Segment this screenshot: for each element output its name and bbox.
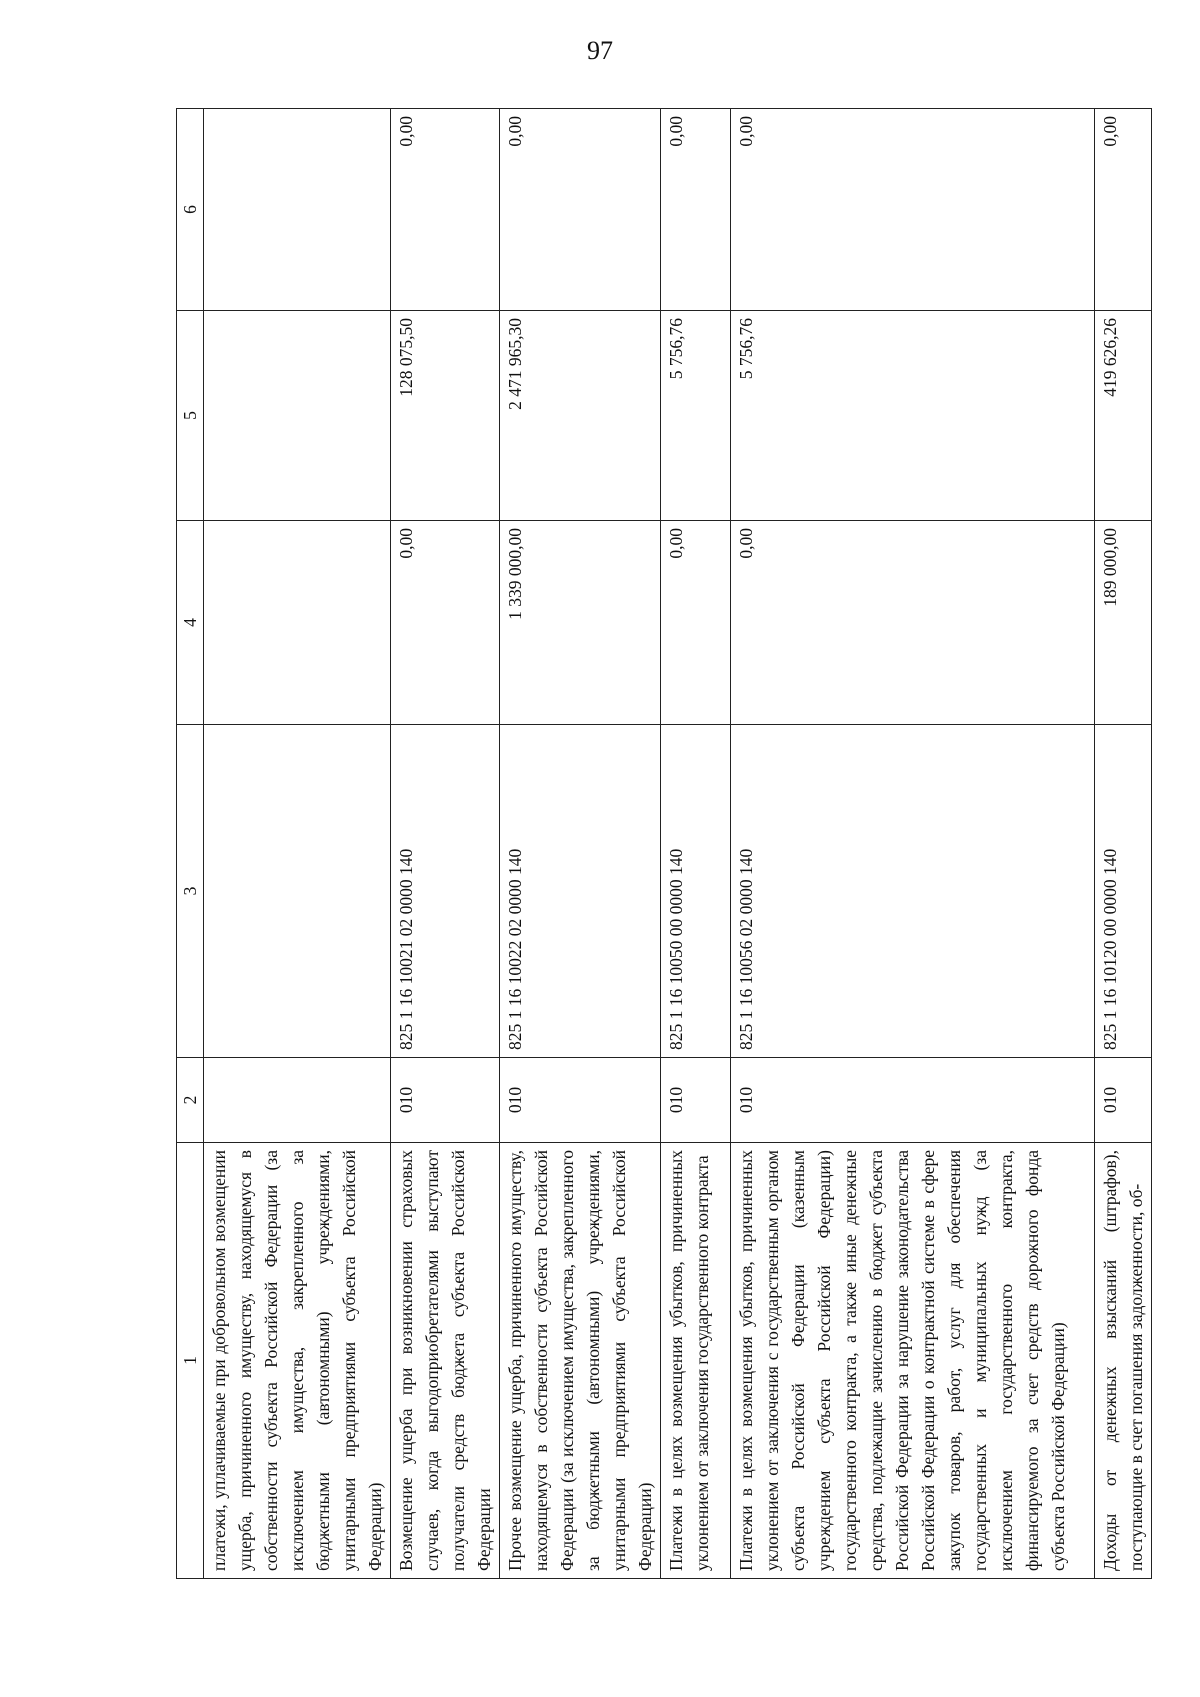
row-fact: 128 075,50 [391, 311, 500, 521]
header-col-4: 4 [177, 521, 204, 725]
table-row [391, 109, 500, 1579]
row-kbk: 825 1 16 10050 00 0000 140 [661, 725, 731, 1058]
header-col-5: 5 [177, 311, 204, 521]
table-row [731, 109, 1095, 1579]
row-code: 010 [500, 1058, 661, 1143]
row-name: Платежи в целях возмещения убытков, причиненных уклонением от заключения государственного контракта [661, 1143, 731, 1579]
header-col-3: 3 [177, 725, 204, 1058]
row-fact [204, 311, 391, 521]
row-plan: 1 339 000,00 [500, 521, 661, 725]
row-plan [204, 521, 391, 725]
table-row [204, 109, 391, 1579]
row-fact: 5 756,76 [731, 311, 1095, 521]
row-code: 010 [661, 1058, 731, 1143]
row-kbk [204, 725, 391, 1058]
row-code: 010 [1095, 1058, 1152, 1143]
row-pct: 0,00 [731, 109, 1095, 311]
row-pct: 0,00 [661, 109, 731, 311]
header-row [177, 109, 204, 1579]
table-row [1095, 109, 1152, 1579]
row-code: 010 [391, 1058, 500, 1143]
row-code [204, 1058, 391, 1143]
row-kbk: 825 1 16 10022 02 0000 140 [500, 725, 661, 1058]
row-kbk: 825 1 16 10120 00 0000 140 [1095, 725, 1152, 1058]
row-fact: 419 626,26 [1095, 311, 1152, 521]
row-pct [204, 109, 391, 311]
revenue-table [176, 108, 1152, 1579]
row-plan: 0,00 [731, 521, 1095, 725]
row-pct: 0,00 [1095, 109, 1152, 311]
page-number: 97 [587, 36, 613, 65]
row-plan: 189 000,00 [1095, 521, 1152, 725]
row-name: платежи, уплачиваемые при добровольном возмещении ущерба, причиненного имуществу, находящемуся в собственности субъекта Российской Федерации (за исключением имущества, закрепленного за бюджетными (автономными) учреждениями, унитарными предприятиями субъекта Российской Федерации) [204, 1143, 391, 1579]
row-pct: 0,00 [391, 109, 500, 311]
row-name: Платежи в целях возмещения убытков, причиненных уклонением от заключения с государственным органом субъекта Российской Федерации (казенным учреждением субъекта Российской Федерации) государственного контракта, а также иные денежные средства, подлежащие зачислению в бюджет субъекта Российской Федерации за нарушение законодательства Российской Федерации о контрактной системе в сфере закупок товаров, работ, услуг для обеспечения государственных и муниципальных нужд (за исключением государственного контракта, финансируемого за счет средств дорожного фонда субъекта Российской Федерации) [731, 1143, 1095, 1579]
row-fact: 5 756,76 [661, 311, 731, 521]
header-col-1: 1 [177, 1143, 204, 1579]
rotated-table-wrapper [176, 109, 1146, 1579]
row-pct: 0,00 [500, 109, 661, 311]
row-plan: 0,00 [661, 521, 731, 725]
row-name: Прочее возмещение ущерба, причиненного имуществу, находящемуся в собственности субъекта Российской Федерации (за исключением имущества, закрепленного за бюджетными (автономными) учреждениями, унитарными предприятиями субъекта Российской Федерации) [500, 1143, 661, 1579]
row-code: 010 [731, 1058, 1095, 1143]
row-name: Доходы от денежных взысканий (штрафов), поступающие в счет погашения задолженности, об- [1095, 1143, 1152, 1579]
table-row [661, 109, 731, 1579]
table-row [500, 109, 661, 1579]
header-col-6: 6 [177, 109, 204, 311]
row-plan: 0,00 [391, 521, 500, 725]
row-fact: 2 471 965,30 [500, 311, 661, 521]
row-name: Возмещение ущерба при возникновении страховых случаев, когда выгодоприобретателями выступают получатели средств бюджета субъекта Российской Федерации [391, 1143, 500, 1579]
row-kbk: 825 1 16 10056 02 0000 140 [731, 725, 1095, 1058]
header-col-2: 2 [177, 1058, 204, 1143]
row-kbk: 825 1 16 10021 02 0000 140 [391, 725, 500, 1058]
